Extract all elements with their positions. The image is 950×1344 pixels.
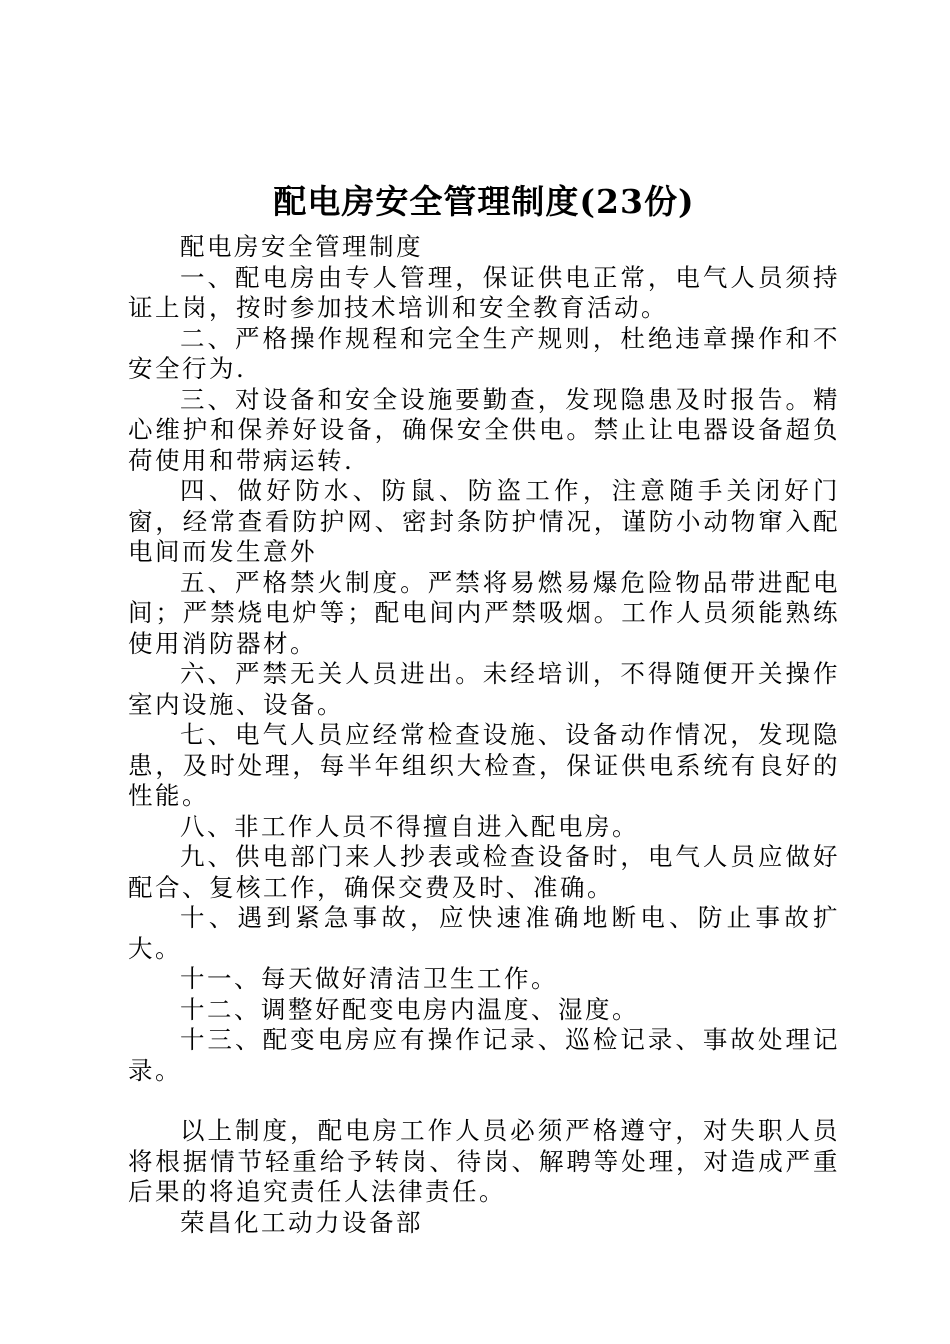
rule-item-7: 七、电气人员应经常检查设施、设备动作情况，发现隐患，及时处理，每半年组织大检查，保证供电系统有良好的性能。 [128,720,840,810]
rule-item-8: 八、非工作人员不得擅自进入配电房。 [180,811,639,841]
rule-item-2: 二、严格操作规程和完全生产规则，杜绝违章操作和不安全行为. [128,323,840,383]
rule-item-11: 十一、每天做好清洁卫生工作。 [180,964,558,993]
signature-department: 荣昌化工动力设备部 [180,1207,423,1237]
document-subtitle: 配电房安全管理制度 [180,232,423,261]
rule-item-12: 十二、调整好配变电房内温度、湿度。 [180,994,639,1024]
rule-item-1: 一、配电房由专人管理，保证供电正常，电气人员须持证上岗，按时参加技术培训和安全教育活动。 [128,262,840,322]
document-page [128,180,840,1238]
rule-item-13: 十三、配变电房应有操作记录、巡检记录、事故处理记录。 [128,1025,840,1085]
document-title: 配电房安全管理制度(23份) [273,182,695,221]
rule-item-4: 四、做好防水、防鼠、防盗工作，注意随手关闭好门窗，经常查看防护网、密封条防护情况，谨防小动物窜入配电间而发生意外 [128,476,840,566]
rule-item-6: 六、严禁无关人员进出。未经培训，不得随便开关操作室内设施、设备。 [128,659,840,719]
rule-item-5: 五、严格禁火制度。严禁将易燃易爆危险物品带进配电间；严禁烧电炉等；配电间内严禁吸烟。工作人员须能熟练使用消防器材。 [128,567,840,658]
rule-item-9: 九、供电部门来人抄表或检查设备时，电气人员应做好配合、复核工作，确保交费及时、准确。 [128,842,840,902]
closing-paragraph: 以上制度，配电房工作人员必须严格遵守，对失职人员将根据情节轻重给予转岗、待岗、解聘等处理，对造成严重后果的将追究责任人法律责任。 [128,1116,840,1206]
paragraph-spacer [128,1086,840,1116]
rule-item-3: 三、对设备和安全设施要勤查，发现隐患及时报告。精心维护和保养好设备，确保安全供电。禁止让电器设备超负荷使用和带病运转. [128,384,840,475]
rule-item-10: 十、遇到紧急事故，应快速准确地断电、防止事故扩大。 [128,903,840,963]
